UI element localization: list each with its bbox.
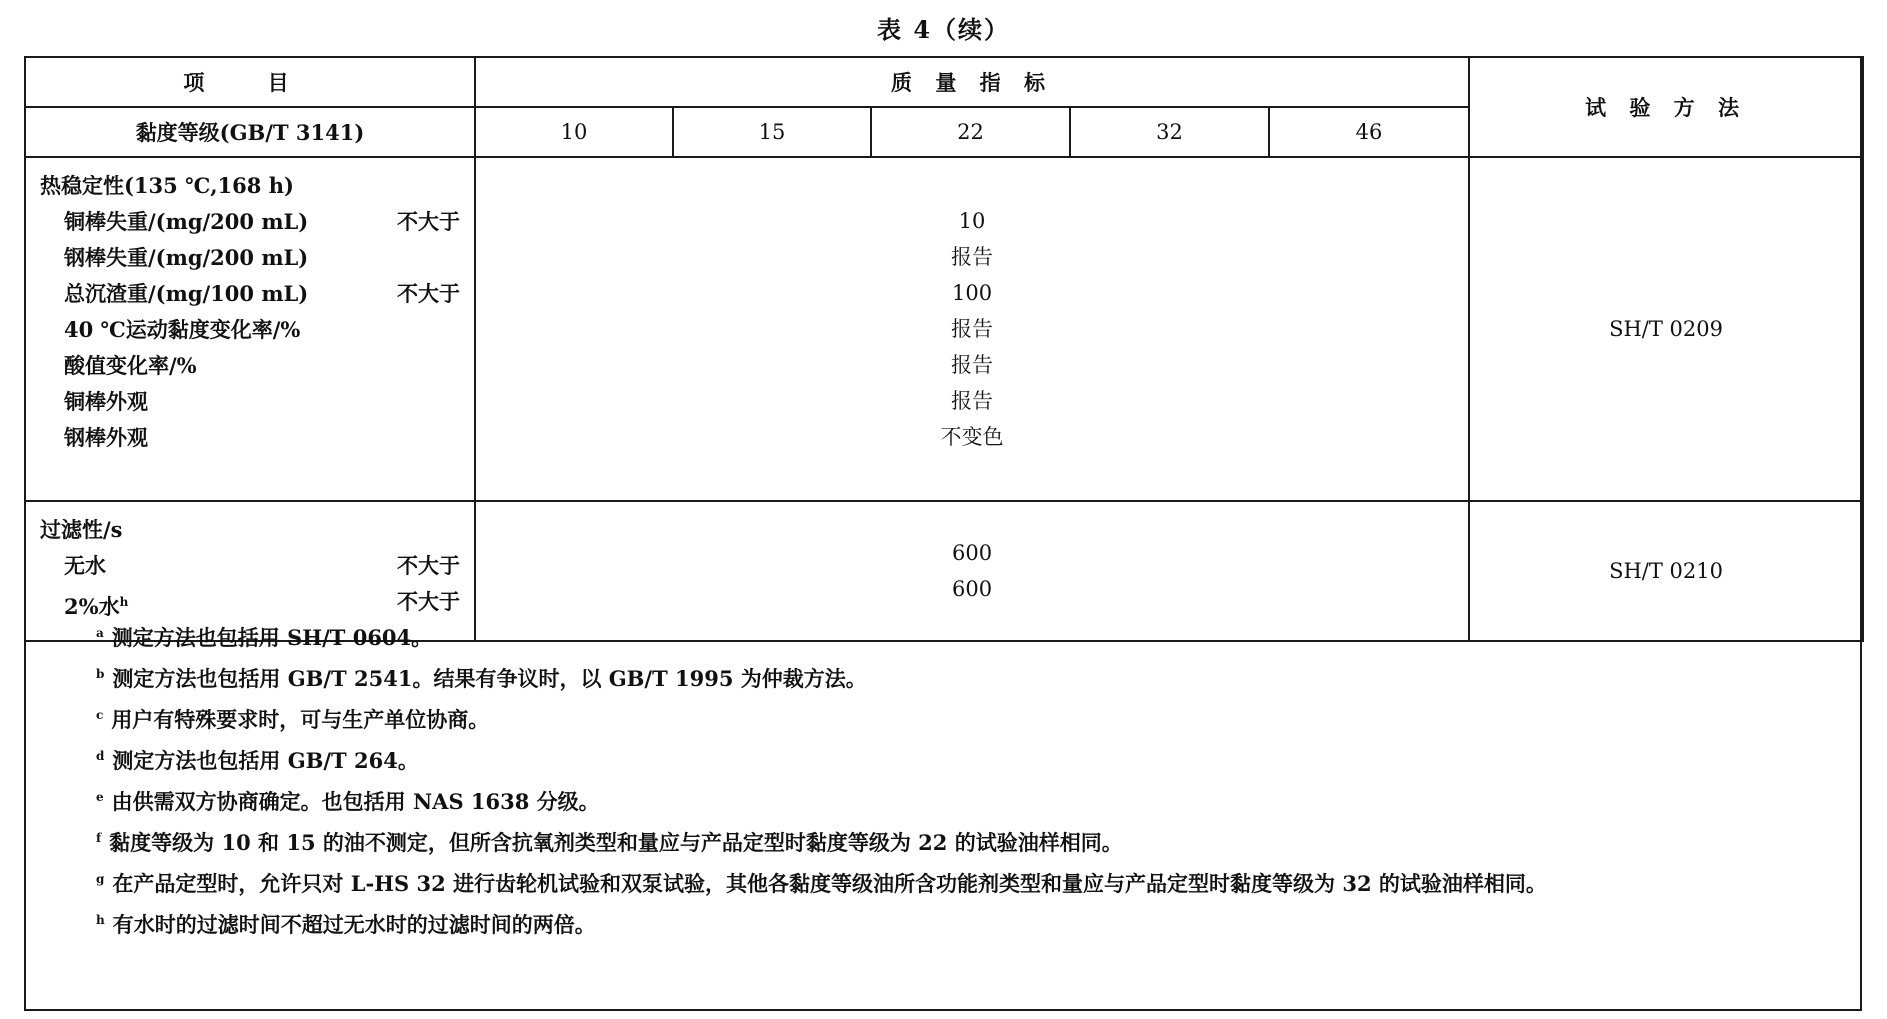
grade-46: 46 — [1269, 107, 1469, 157]
footnote-mark: h — [96, 913, 105, 927]
item-qualifier: 不大于 — [397, 281, 460, 306]
footnote — [96, 738, 1862, 779]
item-name: 铜棒失重/(mg/200 mL) — [64, 209, 309, 234]
thermal-item — [40, 204, 460, 240]
value-copper-loss: 10 — [958, 209, 986, 233]
footnote-text: 有水时的过滤时间不超过无水时的过滤时间的两倍。 — [112, 912, 596, 937]
value-acid-change: 报告 — [951, 353, 994, 377]
thermal-item — [40, 420, 460, 456]
footnote-text: 测定方法也包括用 GB/T 264。 — [112, 748, 419, 773]
item-name: 总沉渣重/(mg/100 mL) — [64, 281, 309, 306]
item-name: 40 ℃运动黏度变化率/% — [64, 317, 301, 342]
value-copper-appearance: 报告 — [951, 389, 994, 413]
spec-table — [24, 56, 1864, 642]
value-viscosity-change: 报告 — [951, 317, 994, 341]
footnote-mark: a — [96, 626, 104, 640]
footnote-text: 黏度等级为 10 和 15 的油不测定，但所含抗氧剂类型和量应与产品定型时黏度等级为 22 的试验油样相同。 — [109, 830, 1123, 855]
footnote-mark: e — [96, 790, 104, 804]
footnote-mark: g — [96, 872, 105, 886]
filter-item — [40, 548, 460, 584]
footnote-mark: b — [96, 667, 105, 681]
item-qualifier: 不大于 — [397, 553, 460, 578]
footnote — [96, 861, 1862, 902]
thermal-item — [40, 276, 460, 312]
thermal-group-title: 热稳定性(135 ℃,168 h) — [40, 173, 294, 198]
filter-group-title: 过滤性/s — [40, 517, 123, 542]
footnote-text: 测定方法也包括用 SH/T 0604。 — [111, 625, 433, 650]
thermal-item — [40, 348, 460, 384]
thermal-method: SH/T 0209 — [1469, 157, 1863, 501]
thermal-item — [40, 240, 460, 276]
item-name: 钢棒外观 — [64, 425, 148, 450]
item-name: 2%水 — [64, 594, 120, 619]
footnote-text: 在产品定型时，允许只对 L-HS 32 进行齿轮机试验和双泵试验，其他各黏度等级油所含功能剂类型和量应与产品定型时黏度等级为 32 的试验油样相同。 — [112, 871, 1547, 896]
item-name: 酸值变化率/% — [64, 353, 197, 378]
table-caption: 表 4（续） — [876, 15, 1011, 44]
footnote-text: 由供需双方协商确定。也包括用 NAS 1638 分级。 — [111, 789, 600, 814]
item-qualifier: 不大于 — [397, 209, 460, 234]
footnote — [96, 656, 1862, 697]
item-name: 铜棒外观 — [64, 389, 148, 414]
header-method: 试 验 方 法 — [1469, 57, 1863, 157]
header-grade: 黏度等级(GB/T 3141) — [25, 107, 475, 157]
footnote — [96, 615, 1862, 656]
grade-22: 22 — [871, 107, 1070, 157]
footnote — [96, 820, 1862, 861]
footnote-text: 用户有特殊要求时，可与生产单位协商。 — [111, 707, 490, 732]
filter-method: SH/T 0210 — [1469, 501, 1863, 641]
item-name: 钢棒失重/(mg/200 mL) — [64, 245, 309, 270]
value-2pct-water: 600 — [951, 577, 993, 601]
footnote — [96, 697, 1862, 738]
footnote-text: 测定方法也包括用 GB/T 2541。结果有争议时，以 GB/T 1995 为仲裁方法。 — [112, 666, 867, 691]
header-quality: 质 量 指 标 — [475, 57, 1469, 107]
thermal-values — [475, 157, 1469, 501]
footnote-mark: f — [96, 831, 102, 845]
value-steel-appearance: 不变色 — [940, 425, 1004, 449]
thermal-item — [40, 312, 460, 348]
footnote — [96, 902, 1862, 943]
header-row-1 — [25, 57, 1863, 107]
thermal-item — [40, 384, 460, 420]
value-no-water: 600 — [951, 541, 993, 565]
grade-10: 10 — [475, 107, 673, 157]
grade-32: 32 — [1070, 107, 1269, 157]
grade-15: 15 — [673, 107, 871, 157]
footnote — [96, 779, 1862, 820]
row-thermal-stability — [25, 157, 1863, 501]
footnote-ref: h — [119, 595, 129, 609]
item-qualifier: 不大于 — [397, 589, 460, 614]
thermal-items — [25, 157, 475, 501]
item-name: 无水 — [64, 553, 106, 578]
footnotes — [24, 615, 1862, 943]
footnote-mark: d — [96, 749, 105, 763]
header-item: 项 目 — [25, 57, 475, 107]
value-steel-loss: 报告 — [951, 245, 994, 269]
value-sludge: 100 — [951, 281, 993, 305]
footnote-mark: c — [96, 708, 104, 722]
